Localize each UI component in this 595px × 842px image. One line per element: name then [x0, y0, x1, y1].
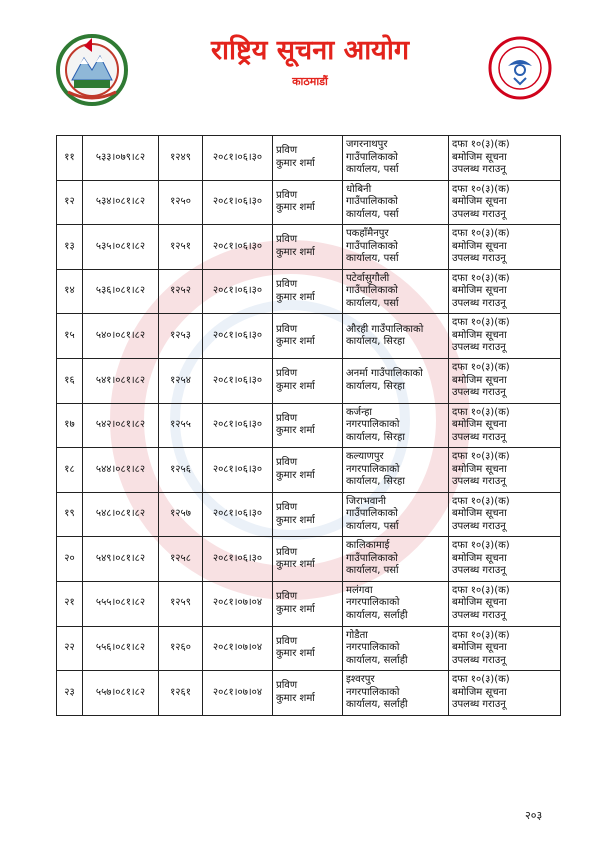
decision-number-cell	[159, 225, 203, 270]
date-cell-text: २०८१।०६।३०	[212, 419, 263, 431]
public-body-cell-text: कालिकामाई	[346, 540, 390, 552]
date-cell-text: २०८१।०७।०४	[212, 597, 263, 609]
decision-number-cell	[159, 492, 203, 537]
page-subtitle: काठमाडौं	[292, 75, 328, 88]
serial-number-cell	[57, 537, 83, 582]
public-body-cell-text: अनर्मा गाउँपालिकाको	[346, 368, 423, 380]
decision-cell-text: दफा १०(३)(क)	[452, 451, 510, 463]
decision-number-cell-text: १२५८	[170, 552, 191, 564]
applicant-name-cell-text: कुमार शर्मा	[276, 469, 315, 481]
public-body-cell	[343, 448, 449, 493]
date-cell	[203, 581, 273, 626]
public-body-cell-text: कार्यालय, सिरहा	[346, 476, 405, 488]
date-cell	[203, 448, 273, 493]
decision-number-cell-text: १२५३	[170, 329, 191, 341]
date-cell	[203, 671, 273, 716]
decision-cell-text: उपलब्ध गराउनू	[452, 609, 506, 621]
registration-number-cell-text: ५३६।०८१।८२	[95, 285, 146, 297]
decision-cell-text: बमोजिम सूचना	[452, 329, 507, 341]
registration-number-cell	[83, 537, 159, 582]
decision-number-cell	[159, 537, 203, 582]
public-body-cell	[343, 671, 449, 716]
date-cell	[203, 403, 273, 448]
serial-number-cell	[57, 671, 83, 716]
public-body-cell-text: कर्जन्हा	[346, 406, 372, 418]
applicant-name-cell-text: प्रविण	[276, 145, 298, 157]
decision-cell-text: दफा १०(३)(क)	[452, 540, 510, 552]
applicant-name-cell-text: कुमार शर्मा	[276, 291, 315, 303]
records-table	[56, 135, 561, 716]
decision-cell-text: उपलब्ध गराउनू	[452, 699, 506, 711]
date-cell-text: २०८१।०६।३०	[212, 463, 263, 475]
applicant-name-cell	[273, 358, 343, 403]
nepal-emblem-icon	[54, 32, 130, 108]
date-cell	[203, 537, 273, 582]
registration-number-cell	[83, 581, 159, 626]
decision-cell	[449, 314, 561, 359]
public-body-cell	[343, 136, 449, 181]
public-body-cell-text: नगरपालिकाको	[346, 686, 400, 698]
decision-cell-text: उपलब्ध गराउनू	[452, 476, 506, 488]
public-body-cell-text: कल्याणपुर	[346, 451, 384, 463]
table-row	[57, 180, 561, 225]
applicant-name-cell-text: कुमार शर्मा	[276, 425, 315, 437]
serial-number-cell-text: २३	[64, 686, 75, 698]
serial-number-cell	[57, 626, 83, 671]
public-body-cell-text: नगरपालिकाको	[346, 463, 400, 475]
registration-number-cell-text: ५४२।०८१।८२	[95, 419, 146, 431]
applicant-name-cell-text: प्रविण	[276, 234, 298, 246]
decision-cell-text: उपलब्ध गराउनू	[452, 387, 506, 399]
registration-number-cell	[83, 180, 159, 225]
date-cell-text: २०८१।०७।०४	[212, 686, 263, 698]
decision-number-cell-text: १२४९	[170, 151, 191, 163]
public-body-cell-text: पकहाँमैनपुर	[346, 228, 389, 240]
applicant-name-cell-text: प्रविण	[276, 502, 298, 514]
table-row	[57, 314, 561, 359]
registration-number-cell-text: ५३५।०८१।८२	[95, 240, 146, 252]
public-body-cell-text: जिराभवानी	[346, 495, 387, 507]
applicant-name-cell-text: कुमार शर्मा	[276, 514, 315, 526]
registration-number-cell	[83, 136, 159, 181]
serial-number-cell	[57, 314, 83, 359]
date-cell	[203, 225, 273, 270]
registration-number-cell	[83, 671, 159, 716]
decision-number-cell-text: १२५०	[170, 196, 191, 208]
decision-cell-text: बमोजिम सूचना	[452, 151, 507, 163]
decision-number-cell-text: १२५२	[170, 285, 191, 297]
table-row	[57, 403, 561, 448]
date-cell-text: २०८१।०६।३०	[212, 151, 263, 163]
decision-cell-text: दफा १०(३)(क)	[452, 228, 510, 240]
applicant-name-cell-text: प्रविण	[276, 189, 298, 201]
applicant-name-cell-text: कुमार शर्मा	[276, 692, 315, 704]
applicant-name-cell-text: कुमार शर्मा	[276, 202, 315, 214]
decision-number-cell	[159, 581, 203, 626]
public-body-cell	[343, 269, 449, 314]
table-row	[57, 626, 561, 671]
date-cell	[203, 136, 273, 181]
applicant-name-cell	[273, 403, 343, 448]
public-body-cell-text: कार्यालय, सर्लाही	[346, 699, 408, 711]
applicant-name-cell-text: कुमार शर्मा	[276, 157, 315, 169]
applicant-name-cell-text: प्रविण	[276, 680, 298, 692]
decision-cell-text: बमोजिम सूचना	[452, 463, 507, 475]
table-row	[57, 225, 561, 270]
serial-number-cell-text: १३	[64, 240, 75, 252]
applicant-name-cell-text: प्रविण	[276, 368, 298, 380]
decision-number-cell-text: १२५४	[170, 374, 191, 386]
decision-number-cell-text: १२६१	[170, 686, 191, 698]
public-body-cell	[343, 358, 449, 403]
public-body-cell	[343, 314, 449, 359]
public-body-cell-text: नगरपालिकाको	[346, 642, 400, 654]
decision-cell	[449, 358, 561, 403]
applicant-name-cell	[273, 626, 343, 671]
public-body-cell-text: नगरपालिकाको	[346, 419, 400, 431]
public-body-cell-text: कार्यालय, पर्सा	[346, 164, 399, 176]
decision-cell-text: दफा १०(३)(क)	[452, 317, 510, 329]
decision-cell-text: दफा १०(३)(क)	[452, 183, 510, 195]
serial-number-cell-text: १७	[64, 419, 75, 431]
public-body-cell-text: कार्यालय, पर्सा	[346, 565, 399, 577]
public-body-cell-text: जगरनाथपुर	[346, 139, 388, 151]
public-body-cell-text: गाउँपालिकाको	[346, 285, 398, 297]
registration-number-cell-text: ५३३।०७९।८२	[95, 151, 146, 163]
decision-cell	[449, 581, 561, 626]
table-row	[57, 269, 561, 314]
decision-cell-text: उपलब्ध गराउनू	[452, 208, 506, 220]
decision-number-cell	[159, 671, 203, 716]
registration-number-cell-text: ५४४।०८१।८२	[95, 463, 146, 475]
table-row	[57, 448, 561, 493]
date-cell-text: २०८१।०६।३०	[212, 285, 263, 297]
serial-number-cell	[57, 492, 83, 537]
decision-cell-text: दफा १०(३)(क)	[452, 584, 510, 596]
date-cell-text: २०८१।०६।३०	[212, 552, 263, 564]
public-body-cell-text: इश्वरपुर	[346, 674, 375, 686]
date-cell-text: २०८१।०६।३०	[212, 240, 263, 252]
registration-number-cell	[83, 269, 159, 314]
serial-number-cell-text: २२	[64, 642, 75, 654]
date-cell-text: २०८१।०६।३०	[212, 329, 263, 341]
applicant-name-cell-text: प्रविण	[276, 635, 298, 647]
applicant-name-cell-text: कुमार शर्मा	[276, 380, 315, 392]
applicant-name-cell	[273, 537, 343, 582]
date-cell-text: २०८१।०७।०४	[212, 642, 263, 654]
table-row	[57, 537, 561, 582]
applicant-name-cell	[273, 492, 343, 537]
public-body-cell-text: कार्यालय, सर्लाही	[346, 654, 408, 666]
applicant-name-cell-text: प्रविण	[276, 412, 298, 424]
decision-cell-text: बमोजिम सूचना	[452, 240, 507, 252]
public-body-cell	[343, 492, 449, 537]
decision-cell-text: दफा १०(३)(क)	[452, 362, 510, 374]
public-body-cell-text: मलंगवा	[346, 584, 373, 596]
applicant-name-cell	[273, 180, 343, 225]
registration-number-cell	[83, 626, 159, 671]
public-body-cell	[343, 581, 449, 626]
decision-number-cell	[159, 269, 203, 314]
serial-number-cell	[57, 136, 83, 181]
registration-number-cell-text: ५५७।०८१।८२	[95, 686, 146, 698]
serial-number-cell-text: १४	[64, 285, 75, 297]
decision-number-cell	[159, 314, 203, 359]
decision-cell	[449, 537, 561, 582]
registration-number-cell	[83, 403, 159, 448]
public-body-cell-text: गाउँपालिकाको	[346, 240, 398, 252]
serial-number-cell	[57, 581, 83, 626]
decision-cell-text: उपलब्ध गराउनू	[452, 520, 506, 532]
registration-number-cell-text: ५५६।०८१।८२	[95, 642, 146, 654]
serial-number-cell	[57, 448, 83, 493]
applicant-name-cell	[273, 448, 343, 493]
serial-number-cell-text: १९	[64, 508, 75, 520]
registration-number-cell-text: ५३४।०८१।८२	[95, 196, 146, 208]
public-body-cell-text: गाउँपालिकाको	[346, 552, 398, 564]
date-cell	[203, 180, 273, 225]
date-cell	[203, 314, 273, 359]
public-body-cell-text: कार्यालय, सिरहा	[346, 336, 405, 348]
decision-cell-text: दफा १०(३)(क)	[452, 629, 510, 641]
applicant-name-cell	[273, 136, 343, 181]
serial-number-cell-text: २१	[64, 597, 75, 609]
decision-cell-text: दफा १०(३)(क)	[452, 674, 510, 686]
registration-number-cell-text: ५४०।०८१।८२	[95, 329, 146, 341]
table-row	[57, 136, 561, 181]
serial-number-cell	[57, 358, 83, 403]
decision-cell-text: उपलब्ध गराउनू	[452, 565, 506, 577]
decision-cell	[449, 225, 561, 270]
decision-cell-text: उपलब्ध गराउनू	[452, 431, 506, 443]
applicant-name-cell-text: प्रविण	[276, 279, 298, 291]
public-body-cell	[343, 626, 449, 671]
table-row	[57, 671, 561, 716]
serial-number-cell	[57, 403, 83, 448]
decision-number-cell-text: १२५९	[170, 597, 191, 609]
decision-cell-text: बमोजिम सूचना	[452, 508, 507, 520]
decision-cell	[449, 448, 561, 493]
serial-number-cell	[57, 269, 83, 314]
applicant-name-cell	[273, 314, 343, 359]
decision-number-cell-text: १२५६	[170, 463, 191, 475]
table-row	[57, 358, 561, 403]
public-body-cell-text: नगरपालिकाको	[346, 597, 400, 609]
table-row	[57, 581, 561, 626]
page-number: २०३	[525, 809, 543, 822]
date-cell	[203, 269, 273, 314]
decision-cell-text: उपलब्ध गराउनू	[452, 297, 506, 309]
applicant-name-cell-text: प्रविण	[276, 546, 298, 558]
public-body-cell	[343, 180, 449, 225]
decision-number-cell-text: १२५१	[170, 240, 191, 252]
applicant-name-cell	[273, 269, 343, 314]
registration-number-cell-text: ५५५।०८१।८२	[95, 597, 146, 609]
decision-number-cell-text: १२५७	[170, 508, 191, 520]
decision-cell-text: दफा १०(३)(क)	[452, 406, 510, 418]
decision-cell-text: दफा १०(३)(क)	[452, 495, 510, 507]
applicant-name-cell	[273, 671, 343, 716]
public-body-cell-text: कार्यालय, पर्सा	[346, 208, 399, 220]
decision-cell	[449, 136, 561, 181]
decision-cell	[449, 626, 561, 671]
date-cell-text: २०८१।०६।३०	[212, 508, 263, 520]
decision-cell-text: उपलब्ध गराउनू	[452, 654, 506, 666]
decision-cell-text: उपलब्ध गराउनू	[452, 253, 506, 265]
decision-cell-text: बमोजिम सूचना	[452, 285, 507, 297]
decision-number-cell	[159, 180, 203, 225]
decision-cell-text: बमोजिम सूचना	[452, 686, 507, 698]
page-title: राष्ट्रिय सूचना आयोग	[210, 35, 410, 66]
registration-number-cell-text: ५४९।०८१।८२	[95, 552, 146, 564]
public-body-cell	[343, 403, 449, 448]
decision-number-cell	[159, 403, 203, 448]
public-body-cell-text: कार्यालय, पर्सा	[346, 297, 399, 309]
decision-cell	[449, 269, 561, 314]
public-body-cell-text: गोडैता	[346, 629, 368, 641]
decision-number-cell	[159, 626, 203, 671]
decision-cell-text: दफा १०(३)(क)	[452, 272, 510, 284]
serial-number-cell	[57, 225, 83, 270]
public-body-cell-text: पटेर्वासुगौली	[346, 272, 390, 284]
applicant-name-cell-text: कुमार शर्मा	[276, 246, 315, 258]
public-body-cell-text: कार्यालय, सर्लाही	[346, 609, 408, 621]
applicant-name-cell-text: कुमार शर्मा	[276, 603, 315, 615]
date-cell	[203, 358, 273, 403]
serial-number-cell	[57, 180, 83, 225]
decision-cell-text: दफा १०(३)(क)	[452, 139, 510, 151]
table-row	[57, 492, 561, 537]
commission-seal-icon	[488, 36, 552, 100]
serial-number-cell-text: २०	[64, 552, 75, 564]
date-cell-text: २०८१।०६।३०	[212, 196, 263, 208]
public-body-cell	[343, 537, 449, 582]
public-body-cell-text: कार्यालय, पर्सा	[346, 253, 399, 265]
public-body-cell-text: गाउँपालिकाको	[346, 196, 398, 208]
decision-cell	[449, 180, 561, 225]
decision-number-cell-text: १२५५	[170, 419, 191, 431]
serial-number-cell-text: ११	[64, 151, 75, 163]
serial-number-cell-text: १६	[64, 374, 75, 386]
registration-number-cell	[83, 448, 159, 493]
decision-cell-text: बमोजिम सूचना	[452, 642, 507, 654]
registration-number-cell-text: ५४८।०८१।८२	[95, 508, 146, 520]
registration-number-cell	[83, 225, 159, 270]
public-body-cell-text: गाउँपालिकाको	[346, 508, 398, 520]
applicant-name-cell-text: प्रविण	[276, 457, 298, 469]
date-cell-text: २०८१।०६।३०	[212, 374, 263, 386]
decision-cell	[449, 403, 561, 448]
public-body-cell-text: कार्यालय, सिरहा	[346, 431, 405, 443]
decision-cell-text: बमोजिम सूचना	[452, 597, 507, 609]
decision-cell	[449, 671, 561, 716]
registration-number-cell-text: ५४१।०८१।८२	[95, 374, 146, 386]
serial-number-cell-text: १८	[64, 463, 75, 475]
decision-cell-text: उपलब्ध गराउनू	[452, 342, 506, 354]
page-header	[0, 0, 595, 118]
decision-cell	[449, 492, 561, 537]
registration-number-cell	[83, 314, 159, 359]
public-body-cell-text: कार्यालय, पर्सा	[346, 520, 399, 532]
public-body-cell-text: धोबिनी	[346, 183, 372, 195]
decision-cell-text: बमोजिम सूचना	[452, 196, 507, 208]
decision-number-cell	[159, 448, 203, 493]
applicant-name-cell-text: कुमार शर्मा	[276, 648, 315, 660]
registration-number-cell	[83, 492, 159, 537]
decision-cell-text: बमोजिम सूचना	[452, 374, 507, 386]
decision-cell-text: बमोजिम सूचना	[452, 419, 507, 431]
serial-number-cell-text: १२	[64, 196, 75, 208]
public-body-cell-text: गाउँपालिकाको	[346, 151, 398, 163]
public-body-cell-text: औरही गाउँपालिकाको	[346, 323, 424, 335]
applicant-name-cell-text: कुमार शर्मा	[276, 559, 315, 571]
serial-number-cell-text: १५	[64, 329, 75, 341]
decision-number-cell-text: १२६०	[170, 642, 191, 654]
date-cell	[203, 626, 273, 671]
applicant-name-cell	[273, 581, 343, 626]
decision-cell-text: उपलब्ध गराउनू	[452, 164, 506, 176]
applicant-name-cell-text: प्रविण	[276, 323, 298, 335]
applicant-name-cell-text: कुमार शर्मा	[276, 336, 315, 348]
public-body-cell-text: कार्यालय, सिरहा	[346, 380, 405, 392]
decision-cell-text: बमोजिम सूचना	[452, 552, 507, 564]
date-cell	[203, 492, 273, 537]
public-body-cell	[343, 225, 449, 270]
applicant-name-cell	[273, 225, 343, 270]
registration-number-cell	[83, 358, 159, 403]
decision-number-cell	[159, 136, 203, 181]
decision-number-cell	[159, 358, 203, 403]
applicant-name-cell-text: प्रविण	[276, 591, 298, 603]
